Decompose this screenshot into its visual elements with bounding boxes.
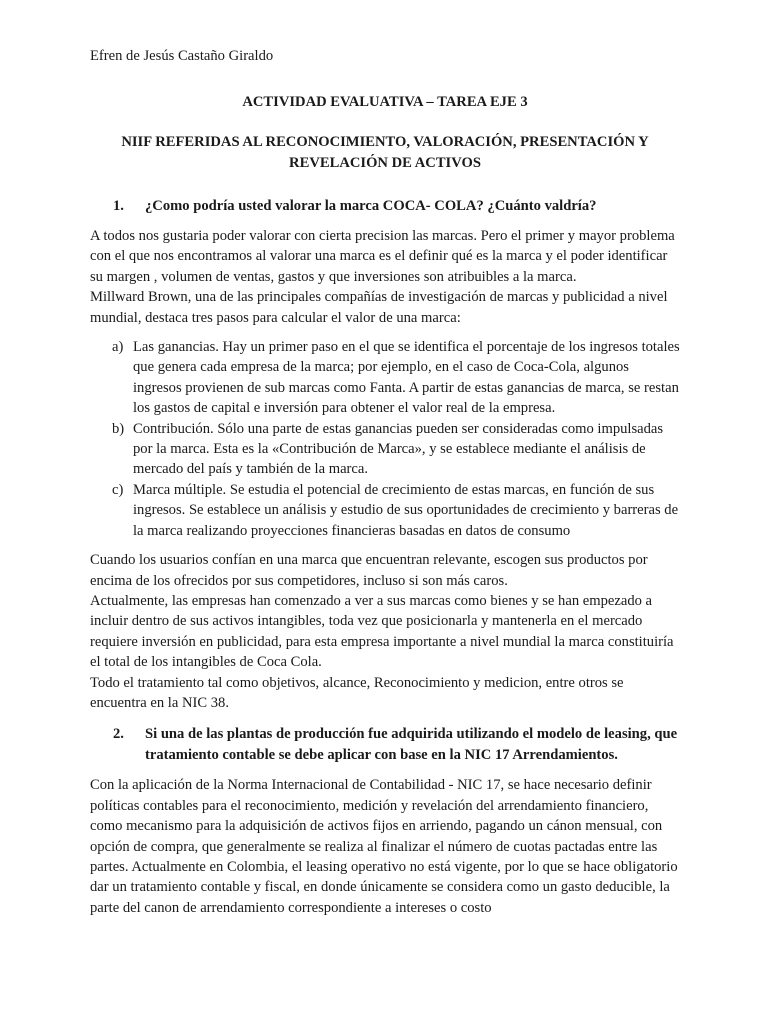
- list-item: [90, 480, 680, 541]
- question-2-text: Si una de las plantas de producción fue adquirida utilizando el modelo de leasing, que tratamiento contable se debe aplicar con base en la NIC 17 Arrendamientos.: [145, 726, 678, 764]
- list-item: [90, 337, 680, 419]
- document-subtitle: NIIF REFERIDAS AL RECONOCIMIENTO, VALORACIÓN, PRESENTACIÓN Y REVELACIÓN DE ACTIVOS: [121, 134, 649, 171]
- question-1: [90, 196, 680, 217]
- list-item-marker: a): [112, 339, 124, 356]
- question-2: [90, 724, 680, 766]
- list-item-text: Marca múltiple. Se estudia el potencial de crecimiento de estas marcas, en función de sus ingresos. Se establece un análisis y estudio de sus oportunidades de crecimiento y barreras de la marca realizando proyecciones financieras basadas en datos de consumo: [133, 481, 679, 539]
- document-title: ACTIVIDAD EVALUATIVA – TAREA EJE 3: [242, 94, 528, 110]
- list-item-marker: c): [112, 481, 124, 498]
- q1-paragraph-1: A todos nos gustaria poder valorar con cierta precision las marcas. Pero el primer y mayor problema con el que nos encontramos al valorar una marca es el definir qué es la marca y el poder identificar su margen , volumen de ventas, gastos y que inversiones son atribuibles a la marca.: [90, 228, 675, 285]
- section-spacer: [90, 713, 680, 724]
- q1-steps-list: [90, 337, 680, 541]
- q2-paragraph-1: Con la aplicación de la Norma Internacional de Contabilidad - NIC 17, se hace necesario definir políticas contables para el reconocimiento, medición y revelación del arrendamiento financiero, como mecanismo para la adquisición de activos fijos en arriendo, pagando un cánon mensual, con opción de compra, que generalmente se realiza al finalizar el número de cuotas pactadas entre las partes. Actualmente en Colombia, el leasing operativo no está vigente, por lo que se hace obligatorio dar un tratamiento contable y fiscal, en donde únicamente se considera como un gasto deducible, la parte del canon de arrendamiento correspondiente a intereses o costo: [90, 777, 678, 916]
- q1-paragraph-2: Millward Brown, una de las principales compañías de investigación de marcas y publicidad a nivel mundial, destaca tres pasos para calcular el valor de una marca:: [90, 289, 668, 326]
- q1-paragraph-4: Actualmente, las empresas han comenzado a ver a sus marcas como bienes y se han empezado a incluir dentro de sus activos intangibles, toda vez que posicionarla y mantenerla en el mercado requiere inversión en publicidad, para esta empresa importante a nivel mundial la marca constituiría el total de los intangibles de Coca Cola.: [90, 592, 674, 671]
- q1-paragraph-5: Todo el tratamiento tal como objetivos, alcance, Reconocimiento y medicion, entre otros se encuentra en la NIC 38.: [90, 674, 624, 711]
- author-name: Efren de Jesús Castaño Giraldo: [90, 48, 274, 64]
- question-1-text: ¿Como podría usted valorar la marca COCA- COLA? ¿Cuánto valdría?: [145, 198, 597, 214]
- list-item: [90, 419, 680, 480]
- question-2-number: 2.: [113, 726, 124, 743]
- question-1-number: 1.: [113, 198, 124, 214]
- list-item-text: Las ganancias. Hay un primer paso en el que se identifica el porcentaje de los ingresos totales que genera cada empresa de la marca; por ejemplo, en el caso de Coca-Cola, algunos ingresos provienen de sub marcas como Fanta. A partir de estas ganancias de marca, se restan los gastos de capital e inversión para obtener el valor real de la empresa.: [133, 339, 680, 417]
- list-item-text: Contribución. Sólo una parte de estas ganancias pueden ser consideradas como impulsadas por la marca. Esta es la «Contribución de Marca», y se establece mediante el análisis de mercado del país y también de la marca.: [133, 420, 664, 478]
- q1-paragraph-3: Cuando los usuarios confían en una marca que encuentran relevante, escogen sus productos por encima de los ofrecidos por sus competidores, incluso si son más caros.: [90, 552, 648, 589]
- list-item-marker: b): [112, 420, 125, 437]
